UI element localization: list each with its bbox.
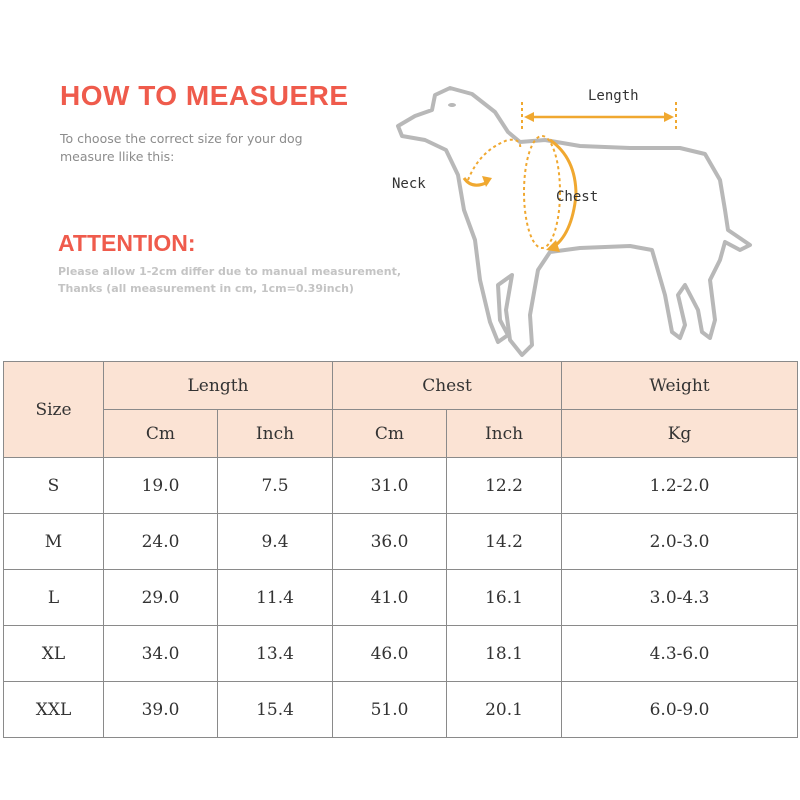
chest-label: Chest xyxy=(556,189,599,205)
chest-group-header: Chest xyxy=(333,362,562,410)
table-cell: 19.0 xyxy=(104,458,218,514)
attention-note xyxy=(58,263,418,297)
weight-group-header: Weight xyxy=(562,362,798,410)
table-cell: 14.2 xyxy=(447,514,562,570)
page-title: HOW TO MEASUERE xyxy=(60,80,349,111)
length-group-header: Length xyxy=(104,362,333,410)
table-row xyxy=(4,626,798,682)
length-arrowhead-left xyxy=(524,112,534,122)
table-row xyxy=(4,682,798,738)
unit-header: Inch xyxy=(447,410,562,458)
table-cell: 51.0 xyxy=(333,682,447,738)
table-cell: 3.0-4.3 xyxy=(562,570,798,626)
attention-note-line-1: Please allow 1-2cm differ due to manual measurement, xyxy=(58,265,402,278)
table-cell: 46.0 xyxy=(333,626,447,682)
table-cell: 36.0 xyxy=(333,514,447,570)
table-cell: 11.4 xyxy=(218,570,333,626)
instructions-text xyxy=(60,130,360,166)
chest-loop-dashed xyxy=(524,136,560,248)
attention-heading: ATTENTION: xyxy=(58,230,196,256)
table-cell: 2.0-3.0 xyxy=(562,514,798,570)
size-column-header: Size xyxy=(4,362,104,458)
length-arrowhead-right xyxy=(664,112,674,122)
table-cell: 24.0 xyxy=(104,514,218,570)
size-chart-table xyxy=(3,361,798,738)
table-cell: 39.0 xyxy=(104,682,218,738)
table-cell: 4.3-6.0 xyxy=(562,626,798,682)
table-row xyxy=(4,514,798,570)
dog-eye xyxy=(448,103,456,107)
attention-note-line-2: Thanks (all measurement in cm, 1cm=0.39inch) xyxy=(58,282,354,295)
dog-outline xyxy=(398,88,750,355)
size-cell: S xyxy=(4,458,104,514)
unit-header: Cm xyxy=(333,410,447,458)
instructions-line-2: measure llike this: xyxy=(60,149,175,164)
neck-label: Neck xyxy=(392,176,426,192)
table-cell: 31.0 xyxy=(333,458,447,514)
neck-loop xyxy=(468,140,520,180)
unit-header: Cm xyxy=(104,410,218,458)
table-row xyxy=(4,458,798,514)
table-unit-row xyxy=(4,410,798,458)
instructions-line-1: To choose the correct size for your dog xyxy=(60,131,303,146)
table-cell: 12.2 xyxy=(447,458,562,514)
table-cell: 7.5 xyxy=(218,458,333,514)
table-header-row xyxy=(4,362,798,410)
size-cell: XL xyxy=(4,626,104,682)
unit-header: Kg xyxy=(562,410,798,458)
table-cell: 41.0 xyxy=(333,570,447,626)
table-cell: 20.1 xyxy=(447,682,562,738)
table-cell: 1.2-2.0 xyxy=(562,458,798,514)
unit-header: Inch xyxy=(218,410,333,458)
table-cell: 9.4 xyxy=(218,514,333,570)
table-cell: 34.0 xyxy=(104,626,218,682)
table-cell: 18.1 xyxy=(447,626,562,682)
table-row xyxy=(4,570,798,626)
table-cell: 6.0-9.0 xyxy=(562,682,798,738)
table-cell: 16.1 xyxy=(447,570,562,626)
size-cell: XXL xyxy=(4,682,104,738)
table-cell: 15.4 xyxy=(218,682,333,738)
size-cell: L xyxy=(4,570,104,626)
size-cell: M xyxy=(4,514,104,570)
table-cell: 29.0 xyxy=(104,570,218,626)
table-cell: 13.4 xyxy=(218,626,333,682)
length-label: Length xyxy=(588,88,639,104)
dog-measurement-diagram xyxy=(380,70,790,370)
